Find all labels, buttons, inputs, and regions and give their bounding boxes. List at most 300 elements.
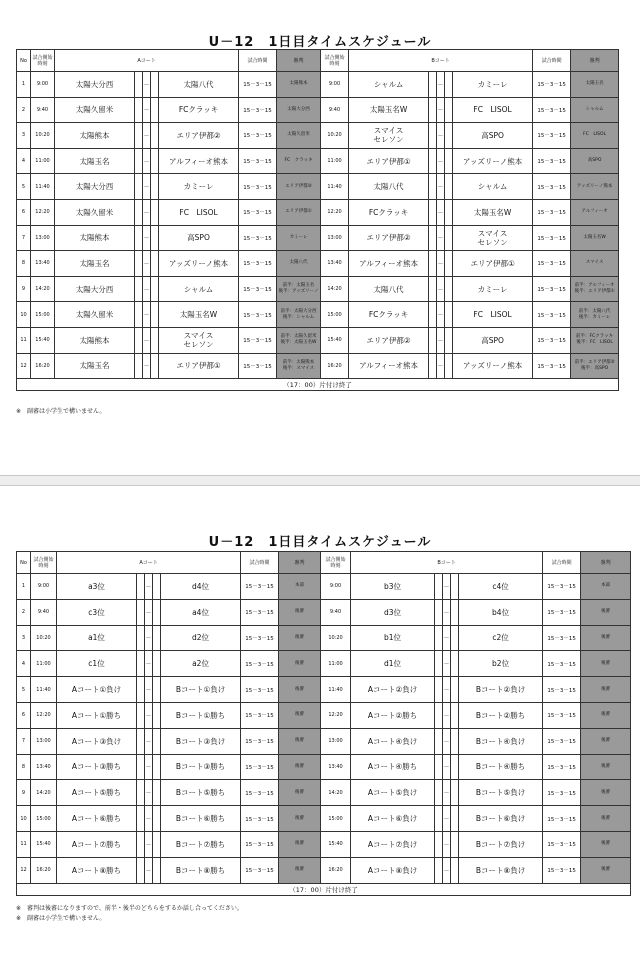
cell-text: d4位 bbox=[192, 581, 210, 591]
table-row bbox=[17, 625, 631, 651]
cell-text: Bコート⑤勝ち bbox=[175, 788, 226, 798]
score-cell bbox=[137, 702, 145, 728]
cell-text: Aコート⑤勝ち bbox=[71, 788, 122, 798]
start-time-a: 9:00 bbox=[31, 574, 57, 600]
start-time-a: 13:40 bbox=[31, 754, 57, 780]
cell-text: Aコート⑧負け bbox=[367, 865, 418, 875]
start-time-b: 15:40 bbox=[321, 831, 351, 857]
match-duration-b: 15－3－15 bbox=[543, 574, 581, 600]
team-home-b bbox=[351, 651, 435, 677]
header-row bbox=[17, 552, 631, 574]
cell-text: アッズリーノ熊本 bbox=[168, 258, 229, 268]
header-match-time: 試合時間 bbox=[543, 552, 581, 574]
score-cell bbox=[445, 97, 453, 123]
page-separator bbox=[0, 475, 640, 486]
header-court-a: Aコート bbox=[57, 552, 241, 574]
row-number: 9 bbox=[17, 780, 31, 806]
table-row bbox=[17, 702, 631, 728]
cell-text: 太陽玉名W bbox=[369, 105, 408, 115]
start-time-b: 14:20 bbox=[321, 276, 349, 302]
page-title: U－12 1日目タイムスケジュール bbox=[208, 35, 432, 50]
start-time-a: 13:00 bbox=[31, 728, 57, 754]
vs-dash: － bbox=[437, 148, 445, 174]
score-cell bbox=[137, 625, 145, 651]
team-away-a bbox=[159, 123, 239, 149]
cell-text: 太陽熊本 bbox=[289, 81, 308, 87]
score-cell bbox=[135, 72, 143, 98]
team-home-a bbox=[57, 677, 137, 703]
start-time-a: 16:20 bbox=[31, 353, 55, 379]
score-cell bbox=[451, 574, 459, 600]
start-time-a: 13:40 bbox=[31, 251, 55, 277]
score-cell bbox=[429, 302, 437, 328]
team-home-a bbox=[57, 754, 137, 780]
match-duration-b: 15－3－15 bbox=[543, 831, 581, 857]
referee-b bbox=[571, 353, 619, 379]
referee-a bbox=[277, 72, 321, 98]
vs-dash: － bbox=[143, 276, 151, 302]
start-time-b: 11:40 bbox=[321, 174, 349, 200]
team-home-a bbox=[55, 72, 135, 98]
match-duration-b: 15－3－15 bbox=[533, 353, 571, 379]
score-cell bbox=[445, 353, 453, 379]
score-cell bbox=[429, 72, 437, 98]
score-cell bbox=[435, 857, 443, 883]
score-cell bbox=[451, 677, 459, 703]
match-duration-a: 15－3－15 bbox=[241, 651, 279, 677]
row-number: 10 bbox=[17, 302, 31, 328]
score-cell bbox=[151, 97, 159, 123]
cell-text: 前半：太陽熊本 後半：スマイス bbox=[282, 359, 315, 371]
score-cell bbox=[137, 574, 145, 600]
row-number: 8 bbox=[17, 754, 31, 780]
start-time-a: 9:40 bbox=[31, 599, 57, 625]
vs-dash: － bbox=[443, 599, 451, 625]
referee-a bbox=[277, 302, 321, 328]
row-number: 12 bbox=[17, 353, 31, 379]
team-home-a bbox=[57, 780, 137, 806]
cell-text: アルフィーオ熊本 bbox=[169, 156, 228, 166]
cell-text: スマイス bbox=[585, 260, 604, 266]
referee-b bbox=[581, 599, 631, 625]
score-cell bbox=[153, 728, 161, 754]
row-number: 6 bbox=[17, 702, 31, 728]
vs-dash: － bbox=[437, 123, 445, 149]
cell-text: Bコート⑥勝ち bbox=[175, 814, 226, 824]
table-row bbox=[17, 728, 631, 754]
score-cell bbox=[445, 327, 453, 353]
referee-b bbox=[581, 574, 631, 600]
cell-text: 後審 bbox=[295, 867, 305, 873]
referee-b bbox=[581, 677, 631, 703]
score-cell bbox=[135, 251, 143, 277]
team-home-b bbox=[351, 677, 435, 703]
start-time-a: 14:20 bbox=[31, 276, 55, 302]
match-duration-b: 15－3－15 bbox=[543, 780, 581, 806]
table-row bbox=[17, 276, 619, 302]
cell-text: 後審 bbox=[295, 763, 305, 769]
cell-text: アルフィーオ bbox=[581, 209, 608, 215]
match-duration-b: 15－3－15 bbox=[543, 702, 581, 728]
table-row bbox=[17, 199, 619, 225]
referee-a bbox=[279, 857, 321, 883]
table-row bbox=[17, 599, 631, 625]
footer-row bbox=[17, 883, 631, 895]
team-away-b bbox=[453, 302, 533, 328]
header-match-time: 試合時間 bbox=[239, 50, 277, 72]
row-number: 4 bbox=[17, 651, 31, 677]
score-cell bbox=[153, 780, 161, 806]
footer-row bbox=[17, 379, 619, 391]
cell-text: FC LISOL bbox=[473, 310, 512, 320]
vs-dash: － bbox=[143, 225, 151, 251]
cell-text: a2位 bbox=[192, 659, 209, 669]
cell-text: Aコート⑥勝ち bbox=[71, 814, 122, 824]
team-home-a bbox=[57, 831, 137, 857]
score-cell bbox=[445, 174, 453, 200]
team-away-a bbox=[159, 276, 239, 302]
cell-text: 前半：エリア伊都② 後半：高SPO bbox=[574, 359, 615, 371]
header-referee: 審判 bbox=[571, 50, 619, 72]
score-cell bbox=[435, 651, 443, 677]
start-time-a: 14:20 bbox=[31, 780, 57, 806]
match-duration-b: 15－3－15 bbox=[543, 677, 581, 703]
referee-b bbox=[581, 625, 631, 651]
score-cell bbox=[137, 728, 145, 754]
cell-text: 後審 bbox=[601, 660, 611, 666]
team-home-b bbox=[351, 702, 435, 728]
team-home-b bbox=[351, 857, 435, 883]
score-cell bbox=[429, 174, 437, 200]
row-number: 2 bbox=[17, 599, 31, 625]
team-away-b bbox=[453, 97, 533, 123]
cell-text: 太陽久留米 bbox=[75, 310, 114, 320]
cell-text: 後審 bbox=[601, 815, 611, 821]
cell-text: アッズリーノ熊本 bbox=[462, 156, 523, 166]
match-duration-a: 15－3－15 bbox=[239, 174, 277, 200]
team-home-b bbox=[349, 353, 429, 379]
team-home-a bbox=[57, 625, 137, 651]
table-row bbox=[17, 327, 619, 353]
table-row bbox=[17, 148, 619, 174]
start-time-b: 11:00 bbox=[321, 651, 351, 677]
table-row bbox=[17, 123, 619, 149]
score-cell bbox=[137, 754, 145, 780]
match-duration-a: 15－3－15 bbox=[239, 276, 277, 302]
cell-text: Bコート⑥負け bbox=[475, 814, 526, 824]
cell-text: エリア伊都① bbox=[470, 258, 515, 268]
score-cell bbox=[435, 780, 443, 806]
vs-dash: － bbox=[143, 302, 151, 328]
score-cell bbox=[135, 148, 143, 174]
vs-dash: － bbox=[143, 174, 151, 200]
team-home-b bbox=[349, 225, 429, 251]
table-row bbox=[17, 677, 631, 703]
team-away-b bbox=[459, 754, 543, 780]
table-row bbox=[17, 857, 631, 883]
team-away-a bbox=[159, 353, 239, 379]
header-referee: 審判 bbox=[277, 50, 321, 72]
cleanup-time: （17：00）片付け終了 bbox=[17, 883, 631, 895]
cell-text: Aコート①勝ち bbox=[71, 710, 122, 720]
cell-text: シャルム bbox=[477, 182, 508, 192]
team-away-b bbox=[459, 677, 543, 703]
score-cell bbox=[435, 625, 443, 651]
match-duration-b: 15－3－15 bbox=[533, 199, 571, 225]
cell-text: 後審 bbox=[601, 789, 611, 795]
team-away-b bbox=[459, 625, 543, 651]
row-number: 9 bbox=[17, 276, 31, 302]
team-home-a bbox=[57, 857, 137, 883]
score-cell bbox=[151, 353, 159, 379]
cell-text: 本部 bbox=[295, 583, 305, 589]
match-duration-b: 15－3－15 bbox=[543, 857, 581, 883]
cell-text: c4位 bbox=[492, 581, 509, 591]
score-cell bbox=[153, 651, 161, 677]
start-time-b: 9:40 bbox=[321, 97, 349, 123]
referee-b bbox=[571, 174, 619, 200]
score-cell bbox=[153, 754, 161, 780]
team-home-a bbox=[55, 174, 135, 200]
score-cell bbox=[153, 574, 161, 600]
vs-dash: － bbox=[443, 754, 451, 780]
vs-dash: － bbox=[143, 251, 151, 277]
cell-text: 前半：FCクラッキ 後半：FC LISOL bbox=[576, 334, 614, 346]
cell-text: 後審 bbox=[601, 738, 611, 744]
cell-text: Aコート⑦負け bbox=[367, 839, 418, 849]
cell-text: 前半：太陽八代 後半：カミーレ bbox=[578, 308, 611, 320]
referee-a bbox=[277, 225, 321, 251]
cell-text: a4位 bbox=[192, 607, 209, 617]
cell-text: 太陽八代 bbox=[373, 182, 404, 192]
referee-b bbox=[581, 831, 631, 857]
header-start-time: 試合開始 時刻 bbox=[321, 50, 349, 72]
cell-text: a1位 bbox=[88, 633, 105, 643]
team-away-b bbox=[459, 806, 543, 832]
match-duration-a: 15－3－15 bbox=[239, 327, 277, 353]
table-row bbox=[17, 302, 619, 328]
cell-text: Aコート④勝ち bbox=[367, 762, 418, 772]
header-court-b: Bコート bbox=[351, 552, 543, 574]
score-cell bbox=[429, 327, 437, 353]
team-home-a bbox=[55, 97, 135, 123]
row-number: 1 bbox=[17, 72, 31, 98]
vs-dash: － bbox=[443, 677, 451, 703]
referee-b bbox=[581, 754, 631, 780]
team-away-b bbox=[459, 831, 543, 857]
cell-text: c3位 bbox=[88, 607, 105, 617]
team-home-b bbox=[351, 599, 435, 625]
cell-text: Bコート⑦勝ち bbox=[175, 839, 226, 849]
note-line: ※ 審判は後審になりますので、前半・後半のどちらをするか話し合ってください。 bbox=[16, 905, 243, 912]
score-cell bbox=[137, 806, 145, 832]
start-time-a: 15:00 bbox=[31, 302, 55, 328]
referee-a bbox=[277, 327, 321, 353]
start-time-a: 11:00 bbox=[31, 148, 55, 174]
cell-text: Bコート②勝ち bbox=[475, 710, 526, 720]
score-cell bbox=[153, 857, 161, 883]
vs-dash: － bbox=[145, 702, 153, 728]
cell-text: 太陽久留米 bbox=[75, 105, 114, 115]
team-home-b bbox=[349, 97, 429, 123]
match-duration-a: 15－3－15 bbox=[241, 574, 279, 600]
team-home-a bbox=[57, 806, 137, 832]
team-home-b bbox=[351, 780, 435, 806]
score-cell bbox=[451, 702, 459, 728]
vs-dash: － bbox=[143, 353, 151, 379]
vs-dash: － bbox=[145, 625, 153, 651]
team-away-a bbox=[159, 148, 239, 174]
team-home-a bbox=[57, 574, 137, 600]
score-cell bbox=[153, 625, 161, 651]
start-time-a: 15:00 bbox=[31, 806, 57, 832]
team-home-b bbox=[351, 806, 435, 832]
cell-text: Aコート③負け bbox=[71, 736, 122, 746]
team-away-a bbox=[161, 806, 241, 832]
cell-text: カミーレ bbox=[289, 234, 308, 240]
start-time-b: 9:40 bbox=[321, 599, 351, 625]
score-cell bbox=[135, 123, 143, 149]
match-duration-b: 15－3－15 bbox=[533, 225, 571, 251]
team-away-a bbox=[161, 754, 241, 780]
team-away-a bbox=[161, 574, 241, 600]
score-cell bbox=[135, 225, 143, 251]
team-away-b bbox=[459, 857, 543, 883]
team-away-a bbox=[159, 199, 239, 225]
referee-a bbox=[277, 353, 321, 379]
vs-dash: － bbox=[443, 728, 451, 754]
table-row bbox=[17, 72, 619, 98]
team-home-a bbox=[57, 728, 137, 754]
vs-dash: － bbox=[143, 327, 151, 353]
match-duration-a: 15－3－15 bbox=[241, 702, 279, 728]
vs-dash: － bbox=[443, 857, 451, 883]
team-away-a bbox=[159, 225, 239, 251]
referee-a bbox=[279, 831, 321, 857]
vs-dash: － bbox=[437, 302, 445, 328]
referee-a bbox=[279, 599, 321, 625]
vs-dash: － bbox=[437, 72, 445, 98]
vs-dash: － bbox=[443, 831, 451, 857]
team-away-b bbox=[453, 276, 533, 302]
cell-text: 太陽八代 bbox=[373, 284, 404, 294]
cell-text: スマイス セレソン bbox=[373, 126, 404, 145]
score-cell bbox=[135, 353, 143, 379]
cell-text: 本部 bbox=[601, 583, 611, 589]
referee-a bbox=[279, 754, 321, 780]
score-cell bbox=[151, 276, 159, 302]
referee-b bbox=[581, 702, 631, 728]
team-home-a bbox=[57, 599, 137, 625]
match-duration-b: 15－3－15 bbox=[533, 327, 571, 353]
team-home-a bbox=[55, 302, 135, 328]
team-home-a bbox=[55, 276, 135, 302]
team-away-a bbox=[161, 677, 241, 703]
cell-text: Aコート⑦勝ち bbox=[71, 839, 122, 849]
start-time-b: 11:40 bbox=[321, 677, 351, 703]
cell-text: アルフィーオ熊本 bbox=[359, 258, 419, 268]
match-duration-b: 15－3－15 bbox=[543, 728, 581, 754]
start-time-a: 10:20 bbox=[31, 123, 55, 149]
match-duration-a: 15－3－15 bbox=[239, 97, 277, 123]
score-cell bbox=[445, 251, 453, 277]
match-duration-b: 15－3－15 bbox=[533, 251, 571, 277]
start-time-b: 10:20 bbox=[321, 625, 351, 651]
cell-text: Aコート②勝ち bbox=[367, 710, 418, 720]
row-number: 5 bbox=[17, 677, 31, 703]
cell-text: 太陽熊本 bbox=[79, 233, 110, 243]
row-number: 7 bbox=[17, 728, 31, 754]
score-cell bbox=[151, 251, 159, 277]
vs-dash: － bbox=[145, 677, 153, 703]
score-cell bbox=[451, 651, 459, 677]
start-time-b: 11:00 bbox=[321, 148, 349, 174]
cell-text: エリア伊都② bbox=[285, 183, 312, 189]
referee-b bbox=[581, 651, 631, 677]
team-away-a bbox=[161, 599, 241, 625]
start-time-b: 9:00 bbox=[321, 72, 349, 98]
team-home-a bbox=[57, 702, 137, 728]
match-duration-b: 15－3－15 bbox=[533, 302, 571, 328]
row-number: 11 bbox=[17, 831, 31, 857]
cell-text: Bコート⑦負け bbox=[475, 839, 526, 849]
score-cell bbox=[429, 251, 437, 277]
score-cell bbox=[153, 702, 161, 728]
note-line: ※ 副審は小学生で構いません。 bbox=[16, 408, 106, 415]
score-cell bbox=[137, 780, 145, 806]
team-home-b bbox=[351, 574, 435, 600]
start-time-a: 10:20 bbox=[31, 625, 57, 651]
score-cell bbox=[429, 225, 437, 251]
table-row bbox=[17, 97, 619, 123]
cell-text: 太陽久留米 bbox=[287, 132, 310, 138]
score-cell bbox=[151, 72, 159, 98]
team-away-a bbox=[161, 728, 241, 754]
table-row bbox=[17, 353, 619, 379]
start-time-b: 15:00 bbox=[321, 302, 349, 328]
header-match-time: 試合時間 bbox=[533, 50, 571, 72]
referee-a bbox=[279, 702, 321, 728]
team-away-a bbox=[161, 831, 241, 857]
cell-text: FCクラッキ bbox=[368, 310, 409, 320]
team-away-b bbox=[459, 702, 543, 728]
match-duration-a: 15－3－15 bbox=[239, 353, 277, 379]
score-cell bbox=[451, 625, 459, 651]
row-number: 10 bbox=[17, 806, 31, 832]
match-duration-b: 15－3－15 bbox=[533, 174, 571, 200]
start-time-b: 16:20 bbox=[321, 857, 351, 883]
schedule-table bbox=[16, 551, 631, 896]
match-duration-b: 15－3－15 bbox=[533, 123, 571, 149]
score-cell bbox=[151, 225, 159, 251]
score-cell bbox=[137, 857, 145, 883]
referee-b bbox=[571, 123, 619, 149]
cell-text: Bコート③負け bbox=[175, 736, 226, 746]
start-time-a: 15:40 bbox=[31, 831, 57, 857]
vs-dash: － bbox=[145, 754, 153, 780]
referee-b bbox=[571, 225, 619, 251]
cell-text: 太陽玉名 bbox=[79, 361, 110, 371]
start-time-b: 10:20 bbox=[321, 123, 349, 149]
team-away-a bbox=[161, 780, 241, 806]
cell-text: カミーレ bbox=[183, 182, 214, 192]
table-row bbox=[17, 831, 631, 857]
header-no: No bbox=[17, 50, 31, 72]
cell-text: Aコート⑤負け bbox=[367, 788, 418, 798]
score-cell bbox=[435, 728, 443, 754]
team-away-a bbox=[159, 327, 239, 353]
match-duration-a: 15－3－15 bbox=[241, 677, 279, 703]
